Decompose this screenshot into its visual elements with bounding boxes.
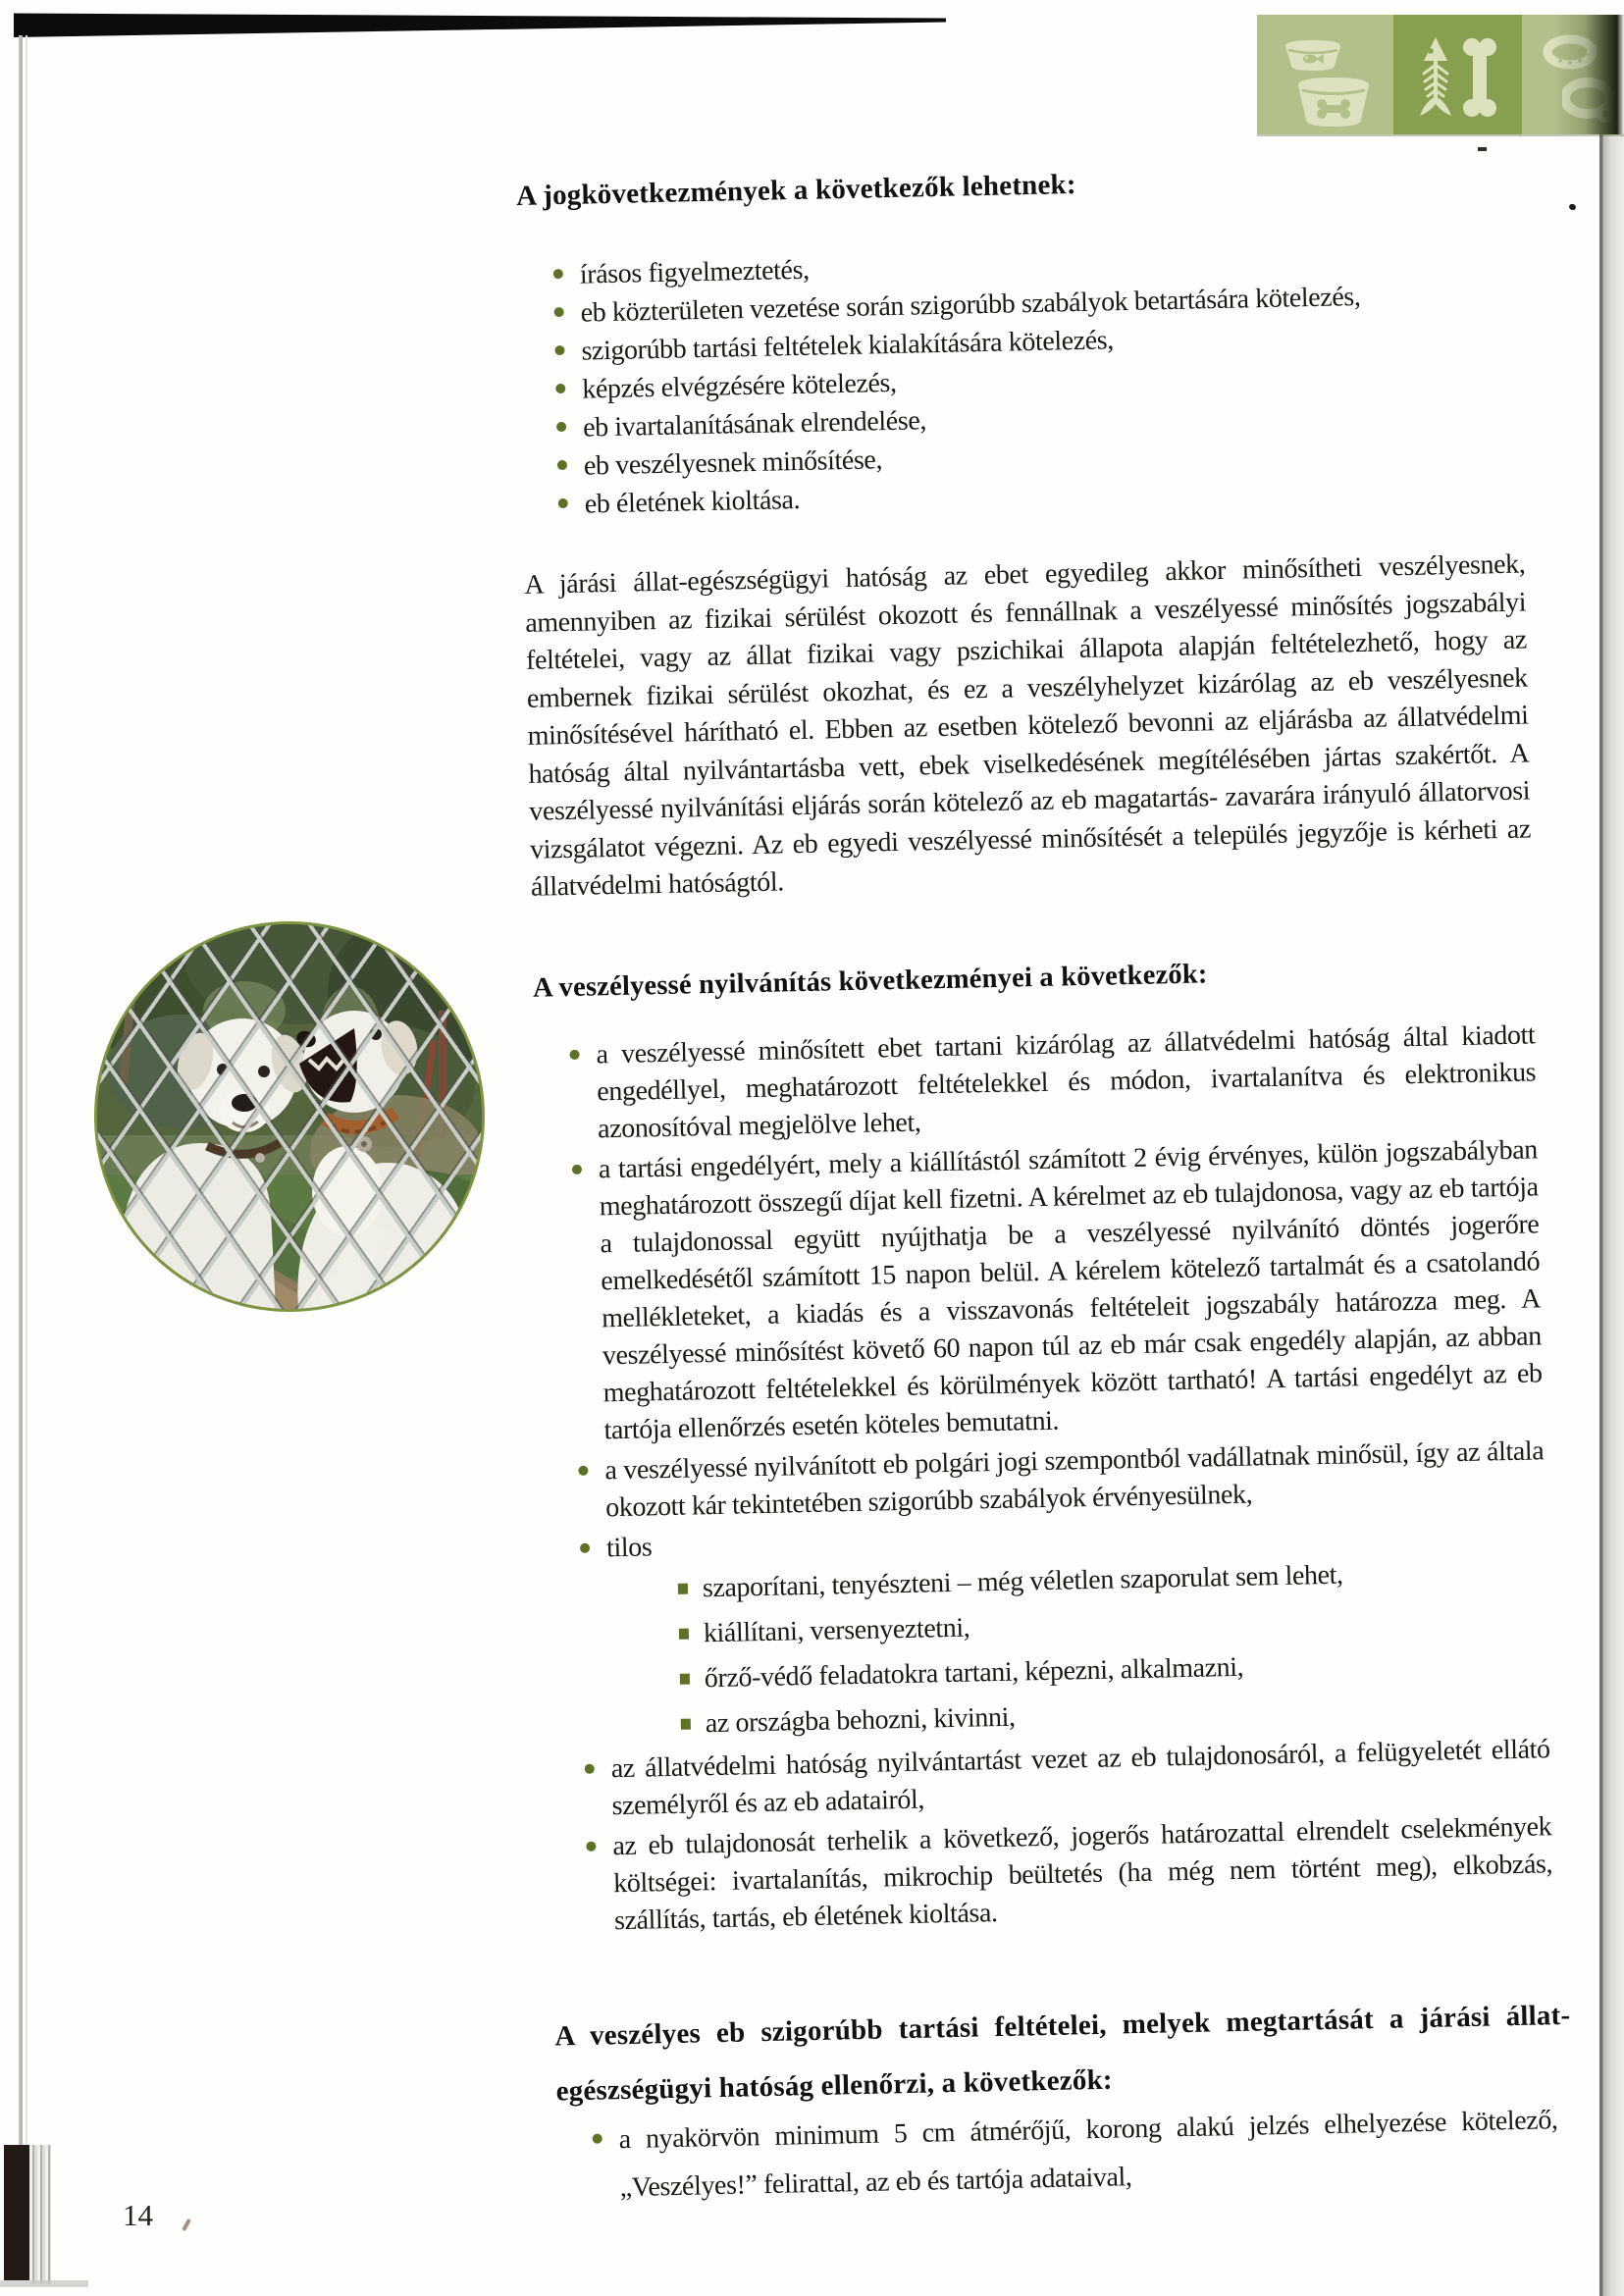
bullet-dot-icon xyxy=(554,307,564,317)
page-curl-edge xyxy=(1599,133,1624,2296)
heading-legal-consequences: A jogkövetkezmények a következők lehetnek: xyxy=(515,169,1077,212)
list-item xyxy=(586,1808,1553,1941)
bullet-dot-icon xyxy=(572,1165,582,1174)
list-item xyxy=(572,1131,1544,1450)
list-item-text: eb ivartalanításának elrendelése, xyxy=(582,405,927,444)
heading-declaration-consequences: A veszélyessé nyilvánítás következményei a következők: xyxy=(532,959,1208,1004)
dogs-photo xyxy=(94,921,485,1312)
bullet-dot-icon xyxy=(558,498,568,508)
bullet-dot-icon xyxy=(586,1842,596,1852)
bullet-square-icon xyxy=(681,1719,691,1730)
list-item-text: kiállítani, versenyeztetni, xyxy=(703,1612,970,1649)
banner-page-curl-shading xyxy=(1553,15,1624,134)
book-spine xyxy=(4,2145,29,2280)
legal-consequences-list xyxy=(552,236,1524,525)
list-item-text: az eb tulajdonosát terhelik a következő, jogerős határozattal elrendelt cselekmények költségei: ivartalanítás, mikrochip beültetés (ha még nem történt meg), elkobzás, szállítás, tartás, eb életének kioltása. xyxy=(612,1811,1553,1937)
forbidden-actions-sublist xyxy=(607,1549,1550,1748)
book-page-edges xyxy=(29,2145,51,2284)
text-column xyxy=(512,0,1571,2295)
list-item-text: a nyakörvön minimum 5 cm átmérőjű, korong alakú jelzés elhelyezése kötelező, „Veszélyes!” felirattal, az eb és tartója adataival, xyxy=(618,2105,1558,2204)
pen-tick-artifact xyxy=(182,2218,191,2231)
list-item-text: szaporítani, tenyészteni – még véletlen szaporulat sem lehet, xyxy=(702,1559,1343,1604)
list-item xyxy=(592,2096,1559,2213)
list-item xyxy=(580,1510,1549,1748)
bullet-dot-icon xyxy=(555,384,565,393)
spine-shadow xyxy=(0,2280,88,2287)
list-item-text: eb közterületen vezetése során szigorúbb szabályok betartására kötelezés, xyxy=(580,281,1361,329)
bullet-dot-icon xyxy=(557,460,567,470)
list-item-text: szigorúbb tartási feltételek kialakítására kötelezés, xyxy=(581,325,1115,367)
list-item-text: az állatvédelmi hatóság nyilvántartást vezet az eb tulajdonosáról, a felügyeletét ellátó személyről és az eb adatairól, xyxy=(610,1734,1550,1822)
keeping-conditions-list xyxy=(592,2096,1559,2216)
scan-speck xyxy=(1568,203,1577,211)
declaration-consequences-list xyxy=(569,1017,1553,1943)
list-item-text: a veszélyessé minősített ebet tartani kizárólag az állatvédelmi hatóság által kiadott engedéllyel, meghatározott feltételekkel és módon, ivartalanítva és elektronikus azonosítóval megjelölve lehet, xyxy=(596,1019,1537,1145)
list-item-text: őrző-védő feladatokra tartani, képezni, alkalmazni, xyxy=(704,1651,1244,1695)
bullet-dot-icon xyxy=(593,2134,602,2144)
bullet-dot-icon xyxy=(553,269,563,279)
bullet-square-icon xyxy=(680,1674,690,1685)
list-item-text: eb életének kioltása. xyxy=(584,484,801,520)
page-left-edge-line xyxy=(19,35,23,2147)
list-item-text: az országba behozni, kivinni, xyxy=(705,1701,1016,1740)
list-item xyxy=(569,1017,1537,1149)
paragraph-dangerous-classification: A járási állat-egészségügyi hatóság az ebet egyedileg akkor minősítheti veszélyesnek, amennyiben az fizikai sérülést okozott és fennállnak a veszélyessé minősítés jogszabályi feltételei, vagy az állat fizikai vagy pszichikai állapota alapján feltételezhető, hogy az embernek fizikai sérülést okozhat, és ez a veszélyhelyzet kizárólag az eb veszélyesnek minősítésével hárítható el. Ebben az esetben kötelező bevonni az eljárásba az állatvédelmi hatóság által nyilvántartásba vett, ebek viselkedésének megítélésében jártas szakértőt. A veszélyessé nyilvánítási eljárás során kötelező az eb magatartás- zavarára irányuló állatorvosi vizsgálatot végezni. Az eb egyedi veszélyessé minősítését a település jegyzője is kérheti az állatvédelmi hatóságtól. xyxy=(524,548,1532,903)
list-item-text: a veszélyessé nyilvánított eb polgári jogi szempontból vadállatnak minősül, így az általa okozott kár tekintetében szigorúbb szabályok érvényesülnek, xyxy=(604,1435,1545,1524)
list-item-text: tilos xyxy=(605,1532,653,1564)
bullet-dot-icon xyxy=(580,1543,590,1553)
bullet-dot-icon xyxy=(585,1764,595,1774)
bullet-dot-icon xyxy=(578,1466,588,1476)
list-item-text: a tartási engedélyért, mely a kiállítástól számított 2 évig érvényes, külön jogszabályban meghatározott összegű díjat kell fizetni. A kérelmet az eb tulajdonosa, vagy az eb tartója a tulajdonossal együtt nyújthatja be a veszélyessé nyilvánító döntés jogerőre emelkedésétől számított 15 napon belül. A kérelem kötelező tartalmát és a csatolandó mellékleteket, a kiadás és a visszavonás feltételeit jogszabály határozza meg. A veszélyessé minősítést követő 60 napon túl az eb már csak engedély alapján, az abban meghatározott feltételekkel és körülmények között tartható! A tartási engedélyt az eb tartója ellenőrzés esetén köteles bemutatni. xyxy=(598,1134,1543,1446)
bullet-dot-icon xyxy=(569,1050,579,1060)
bullet-square-icon xyxy=(679,1629,689,1640)
bullet-dot-icon xyxy=(554,345,564,355)
heading-stricter-keeping-conditions: A veszélyes eb szigorúbb tartási feltételei, melyek megtartását a járási állat-egészségügyi hatóság ellenőrzi, a következők: xyxy=(554,1999,1571,2108)
bullet-square-icon xyxy=(678,1584,688,1594)
chain-link-fence-overlay xyxy=(97,924,482,1309)
list-item-text: képzés elvégzésére kötelezés, xyxy=(582,367,897,405)
page-left-edge-line-light xyxy=(26,35,27,2147)
page-number: 14 xyxy=(123,2198,153,2232)
list-item-text: írásos figyelmeztetés, xyxy=(579,254,810,290)
list-item-text: eb veszélyesnek minősítése, xyxy=(583,444,883,482)
bullet-dot-icon xyxy=(556,422,566,432)
